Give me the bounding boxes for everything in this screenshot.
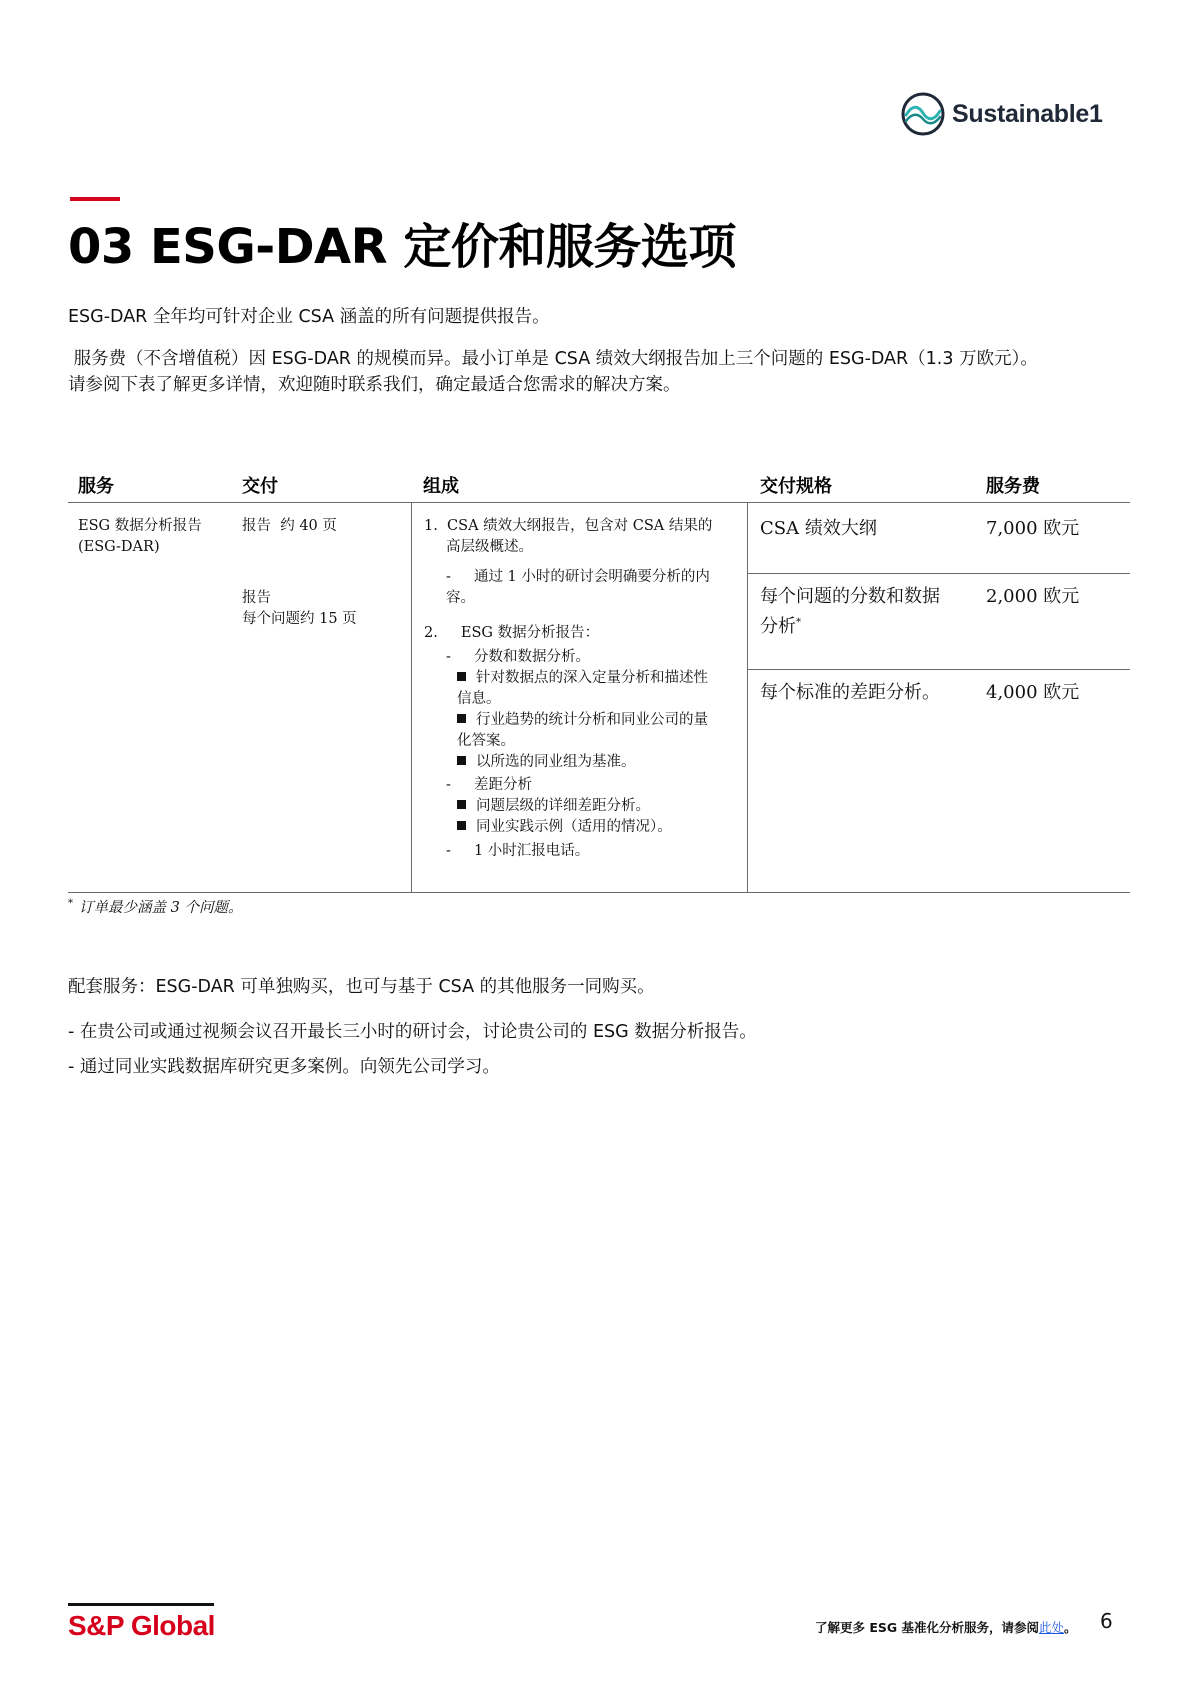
addon-item-2: - 通过同业实践数据库研究更多案例。向领先公司学习。 [68, 1057, 500, 1077]
composition-bullet-1 [457, 668, 708, 689]
bullet-1-text: 针对数据点的深入定量分析和描述性 [476, 670, 708, 686]
square-bullet-icon [457, 821, 466, 830]
fee-row-3: 4,000 欧元 [986, 682, 1080, 703]
spec-row-3: 每个标准的差距分析。 [760, 682, 940, 703]
square-bullet-icon [457, 800, 466, 809]
fee-row-2: 2,000 欧元 [986, 586, 1080, 607]
composition-gap-analysis: - 差距分析 [446, 777, 532, 793]
spec-row-divider-1 [747, 573, 1130, 574]
addon-intro: 配套服务：ESG-DAR 可单独购买，也可与基于 CSA 的其他服务一同购买。 [68, 977, 655, 997]
spec-row-1: CSA 绩效大纲 [760, 518, 877, 539]
service-name: ESG 数据分析报告 [78, 518, 202, 534]
service-abbr: (ESG-DAR) [78, 539, 160, 555]
composition-item-1-cont: 高层级概述。 [446, 539, 533, 555]
header-divider [68, 502, 1130, 503]
brand-name: Sustainable1 [952, 99, 1103, 128]
header-spec: 交付规格 [760, 476, 832, 497]
square-bullet-icon [457, 714, 466, 723]
intro-paragraph-2 [68, 346, 1038, 398]
addon-item-1: - 在贵公司或通过视频会议召开最长三小时的研讨会，讨论贵公司的 ESG 数据分析报告。 [68, 1022, 757, 1042]
title-accent-bar [70, 197, 120, 201]
header-service: 服务 [78, 476, 114, 497]
footer-here-link[interactable]: 此处 [1039, 1620, 1065, 1635]
footnote-text: 订单最少涵盖 3 个问题。 [79, 900, 243, 916]
column-divider-1 [411, 502, 412, 892]
spec-row-2-text: 分析 [760, 616, 796, 637]
composition-bullet-1-cont: 信息。 [457, 691, 501, 707]
footer-note [815, 1618, 1077, 1636]
fee-row-1: 7,000 欧元 [986, 518, 1080, 539]
intro-paragraph-2-line-2: 请参阅下表了解更多详情，欢迎随时联系我们，确定最适合您需求的解决方案。 [68, 375, 681, 395]
footnote-mark: * [68, 898, 73, 910]
square-bullet-icon [457, 756, 466, 765]
spec-row-2-line-2 [760, 610, 940, 640]
delivery-2-label: 报告 [242, 590, 271, 606]
sustainable1-logo [900, 90, 1120, 138]
delivery-2-pages: 每个问题约 15 页 [242, 611, 357, 627]
composition-bullet-5 [457, 817, 672, 838]
page-title: 03 ESG-DAR 定价和服务选项 [68, 219, 736, 275]
delivery-1: 报告 约 40 页 [242, 518, 337, 534]
composition-bullet-2 [457, 710, 708, 731]
spec-footnote-mark: * [796, 617, 801, 628]
sp-global-logo-bar [68, 1603, 214, 1606]
composition-bullet-3 [457, 752, 636, 773]
composition-workshop-cont: 容。 [446, 590, 475, 606]
page-number: 6 [1100, 1609, 1113, 1633]
spec-row-2 [760, 584, 940, 640]
intro-paragraph-1: ESG-DAR 全年均可针对企业 CSA 涵盖的所有问题提供报告。 [68, 307, 550, 327]
pricing-table [68, 460, 1130, 894]
composition-item-1: 1. CSA 绩效大纲报告，包含对 CSA 结果的 [424, 518, 713, 534]
spec-row-2-line-1: 每个问题的分数和数据 [760, 586, 940, 607]
service-cell [78, 516, 202, 558]
bullet-2-text: 行业趋势的统计分析和同业公司的量 [476, 712, 708, 728]
composition-item-2: 2. ESG 数据分析报告： [424, 625, 600, 641]
composition-score-analysis: - 分数和数据分析。 [446, 649, 590, 665]
footer-note-text: 了解更多 ESG 基准化分析服务，请参阅 [815, 1620, 1040, 1635]
composition-debrief-call: - 1 小时汇报电话。 [446, 843, 590, 859]
spec-row-divider-2 [747, 669, 1130, 670]
table-footnote [68, 896, 242, 917]
square-bullet-icon [457, 672, 466, 681]
sustainable1-logo-icon [900, 91, 946, 137]
table-bottom-border [68, 892, 1130, 893]
footer-note-suffix: 。 [1064, 1620, 1077, 1635]
column-divider-2 [747, 502, 748, 892]
composition-bullet-4 [457, 796, 650, 817]
intro-paragraph-2-line-1: 服务费（不含增值税）因 ESG-DAR 的规模而异。最小订单是 CSA 绩效大纲报告加上三个问题的 ESG-DAR（1.3 万欧元）。 [68, 349, 1038, 369]
delivery-2 [242, 588, 357, 630]
composition-workshop: - 通过 1 小时的研讨会明确要分析的内 [446, 569, 710, 585]
sp-global-logo: S&P Global [68, 1610, 215, 1641]
header-delivery: 交付 [242, 476, 278, 497]
header-composition: 组成 [423, 476, 459, 497]
bullet-5-text: 同业实践示例（适用的情况）。 [476, 819, 672, 835]
bullet-3-text: 以所选的同业组为基准。 [476, 754, 636, 770]
header-fee: 服务费 [986, 476, 1040, 497]
bullet-4-text: 问题层级的详细差距分析。 [476, 798, 650, 814]
composition-bullet-2-cont: 化答案。 [457, 733, 515, 749]
